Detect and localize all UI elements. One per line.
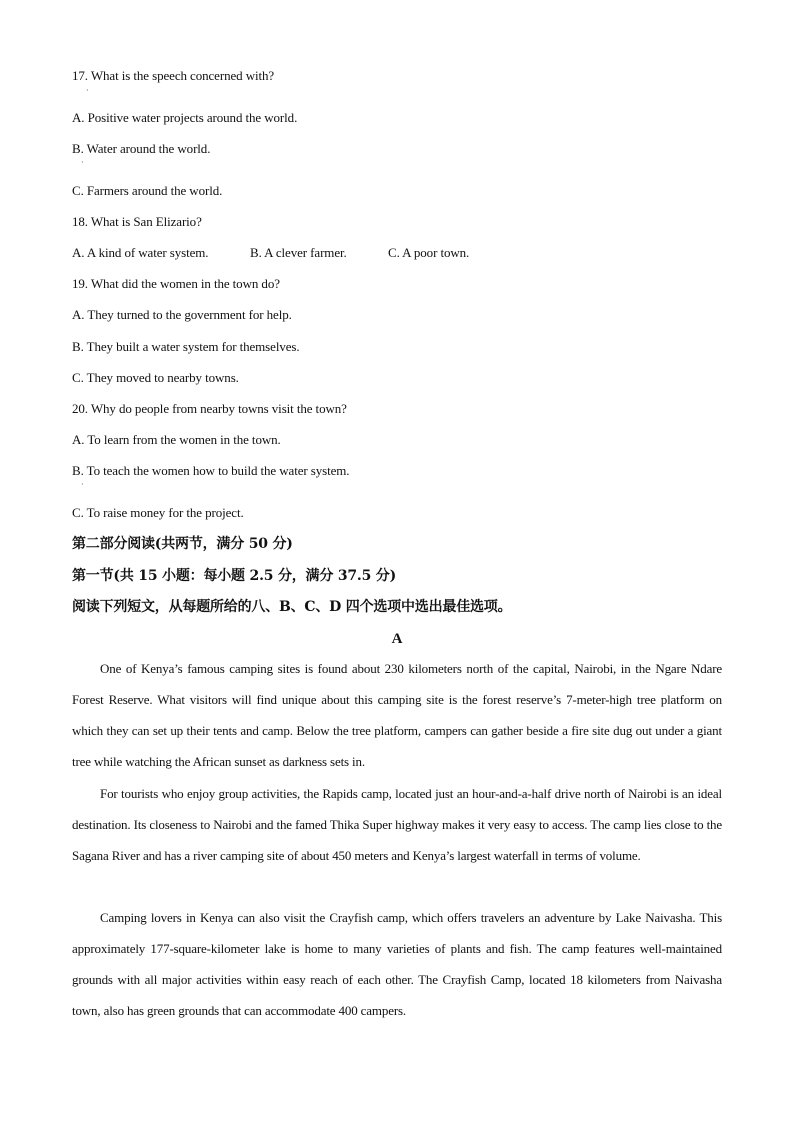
scan-dot: · — [81, 158, 84, 167]
question-19-option-b: B. They built a water system for themselves. — [72, 339, 300, 354]
question-17-option-a: A. Positive water projects around the world. — [72, 110, 298, 125]
question-17-option-b: B. Water around the world. — [72, 141, 211, 156]
passage-paragraph-2: For tourists who enjoy group activities, the Rapids camp, located just an hour-and-a-half drive north of Nairobi is an ideal destination. Its closeness to Nairobi and the famed Thika Super highway makes it very easy to access. The camp lies close to the Sagana River and has a river camping site of about 450 meters and Kenya’s largest waterfall in terms of volume. — [72, 786, 722, 863]
question-20-option-a: A. To learn from the women in the town. — [72, 432, 281, 447]
question-18-stem: 18. What is San Elizario? — [72, 214, 202, 229]
subsection-title: 第一节(共 15 小题：每小题 2.5 分，满分 37.5 分) — [72, 568, 397, 584]
question-18-options — [72, 245, 722, 261]
passage-heading: A — [391, 631, 403, 647]
scan-dot: · — [81, 480, 84, 489]
question-19-option-a: A. They turned to the government for help. — [72, 307, 292, 322]
passage-paragraph-1: One of Kenya’s famous camping sites is found about 230 kilometers north of the capital, Nairobi, in the Ngare Ndare Forest Reserve. What visitors will find unique about this camping site is the forest reserve’s 7-meter-high tree platform on which they can set up their tents and camp. Below the tree platform, campers can gather beside a fire site dug out under a giant tree while watching the African sunset as darkness sets in. — [72, 661, 722, 769]
passage-paragraph-3: Camping lovers in Kenya can also visit the Crayfish camp, which offers travelers an adventure by Lake Naivasha. This approximately 177-square-kilometer lake is home to many varieties of plants and fish. The camp features well-maintained grounds with all major activities within easy reach of each other. The Crayfish Camp, located 18 kilometers from Naivasha town, also has green grounds that can accommodate 400 campers. — [72, 910, 722, 1018]
question-18-option-b: B. A clever farmer. — [250, 245, 347, 260]
scan-dot: · — [86, 86, 89, 95]
question-18-option-a: A. A kind of water system. — [72, 245, 209, 260]
section-instruction: 阅读下列短文，从每题所给的八、B、C、D 四个选项中选出最佳选项。 — [72, 599, 512, 615]
question-20-stem: 20. Why do people from nearby towns visit the town? — [72, 401, 347, 416]
question-17-stem: 17. What is the speech concerned with? — [72, 68, 275, 83]
question-19-option-c: C. They moved to nearby towns. — [72, 370, 239, 385]
question-19-stem: 19. What did the women in the town do? — [72, 276, 280, 291]
part-title: 第二部分阅读(共两节，满分 50 分) — [72, 536, 293, 552]
question-17-option-c: C. Farmers around the world. — [72, 183, 223, 198]
question-20-option-b: B. To teach the women how to build the water system. — [72, 463, 350, 478]
question-18-option-c: C. A poor town. — [388, 245, 470, 260]
question-20-option-c: C. To raise money for the project. — [72, 505, 244, 520]
